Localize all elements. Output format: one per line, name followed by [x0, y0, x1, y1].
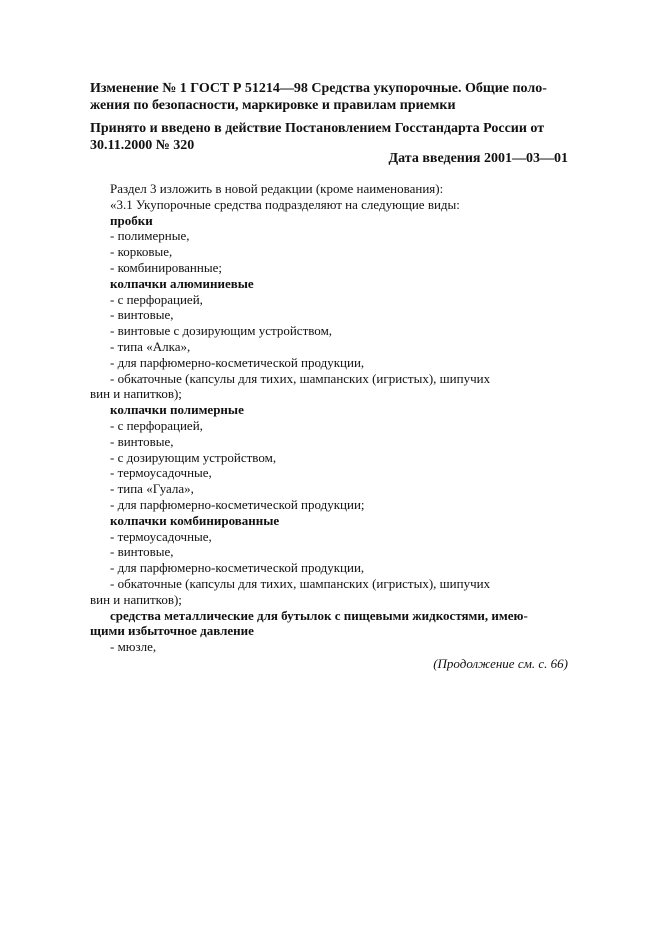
category-heading-metal-closures: средства металлические для бутылок с пищевыми жидкостями, имею- — [110, 607, 528, 623]
category-heading-metal-closures-continuation: щими избыточное давление — [90, 623, 254, 639]
list-item: - для парфюмерно-косметической продукции; — [110, 496, 365, 512]
list-item: - термоусадочные, — [110, 465, 212, 481]
list-item: - с дозирующим устройством, — [110, 449, 277, 465]
adoption-statement-line-1: Принято и введено в действие Постановлением Госстандарта России от — [90, 121, 545, 136]
list-item: - обкаточные (капсулы для тихих, шампанских (игристых), шипучих — [110, 370, 491, 386]
list-item: - типа «Алка», — [110, 338, 191, 354]
list-item: - типа «Гуала», — [110, 481, 194, 497]
category-heading-polymer-caps: колпачки полимерные — [110, 402, 244, 418]
list-item: - винтовые, — [110, 307, 174, 323]
document-body — [90, 181, 568, 655]
amendment-title-line-2: жения по безопасности, маркировке и правилам приемки — [90, 98, 456, 113]
list-item: - термоусадочные, — [110, 528, 212, 544]
list-item: - винтовые с дозирующим устройством, — [110, 323, 333, 339]
list-item: - для парфюмерно-косметической продукции, — [110, 354, 365, 370]
introduction-date: Дата введения 2001—03—01 — [388, 151, 568, 166]
list-item: - мюзле, — [110, 639, 157, 655]
list-item-continuation: вин и напитков); — [90, 386, 182, 402]
adoption-statement — [90, 120, 568, 154]
list-item: - винтовые, — [110, 544, 174, 560]
list-item: - обкаточные (капсулы для тихих, шампанских (игристых), шипучих — [110, 575, 491, 591]
category-heading-combined-caps: колпачки комбинированные — [110, 512, 280, 528]
list-item-continuation: вин и напитков); — [90, 591, 182, 607]
continuation-note: (Продолжение см. с. 66) — [433, 656, 568, 671]
document-header — [90, 80, 568, 160]
list-item: - с перфорацией, — [110, 291, 203, 307]
clause-3-1-intro: «3.1 Укупорочные средства подразделяют на следующие виды: — [110, 196, 460, 212]
category-heading-aluminium-caps: колпачки алюминиевые — [110, 275, 254, 291]
list-item: - для парфюмерно-косметической продукции, — [110, 560, 365, 576]
list-item: - корковые, — [110, 244, 173, 260]
list-item: - с перфорацией, — [110, 417, 203, 433]
list-item: - комбинированные; — [110, 259, 222, 275]
amendment-title — [90, 80, 568, 114]
adoption-statement-line-2: 30.11.2000 № 320 — [90, 138, 195, 153]
section-instruction: Раздел 3 изложить в новой редакции (кроме наименования): — [110, 181, 444, 196]
category-heading-stoppers: пробки — [110, 212, 153, 228]
amendment-title-line-1: Изменение № 1 ГОСТ Р 51214—98 Средства укупорочные. Общие поло- — [90, 81, 547, 96]
list-item: - винтовые, — [110, 433, 174, 449]
list-item: - полимерные, — [110, 228, 190, 244]
